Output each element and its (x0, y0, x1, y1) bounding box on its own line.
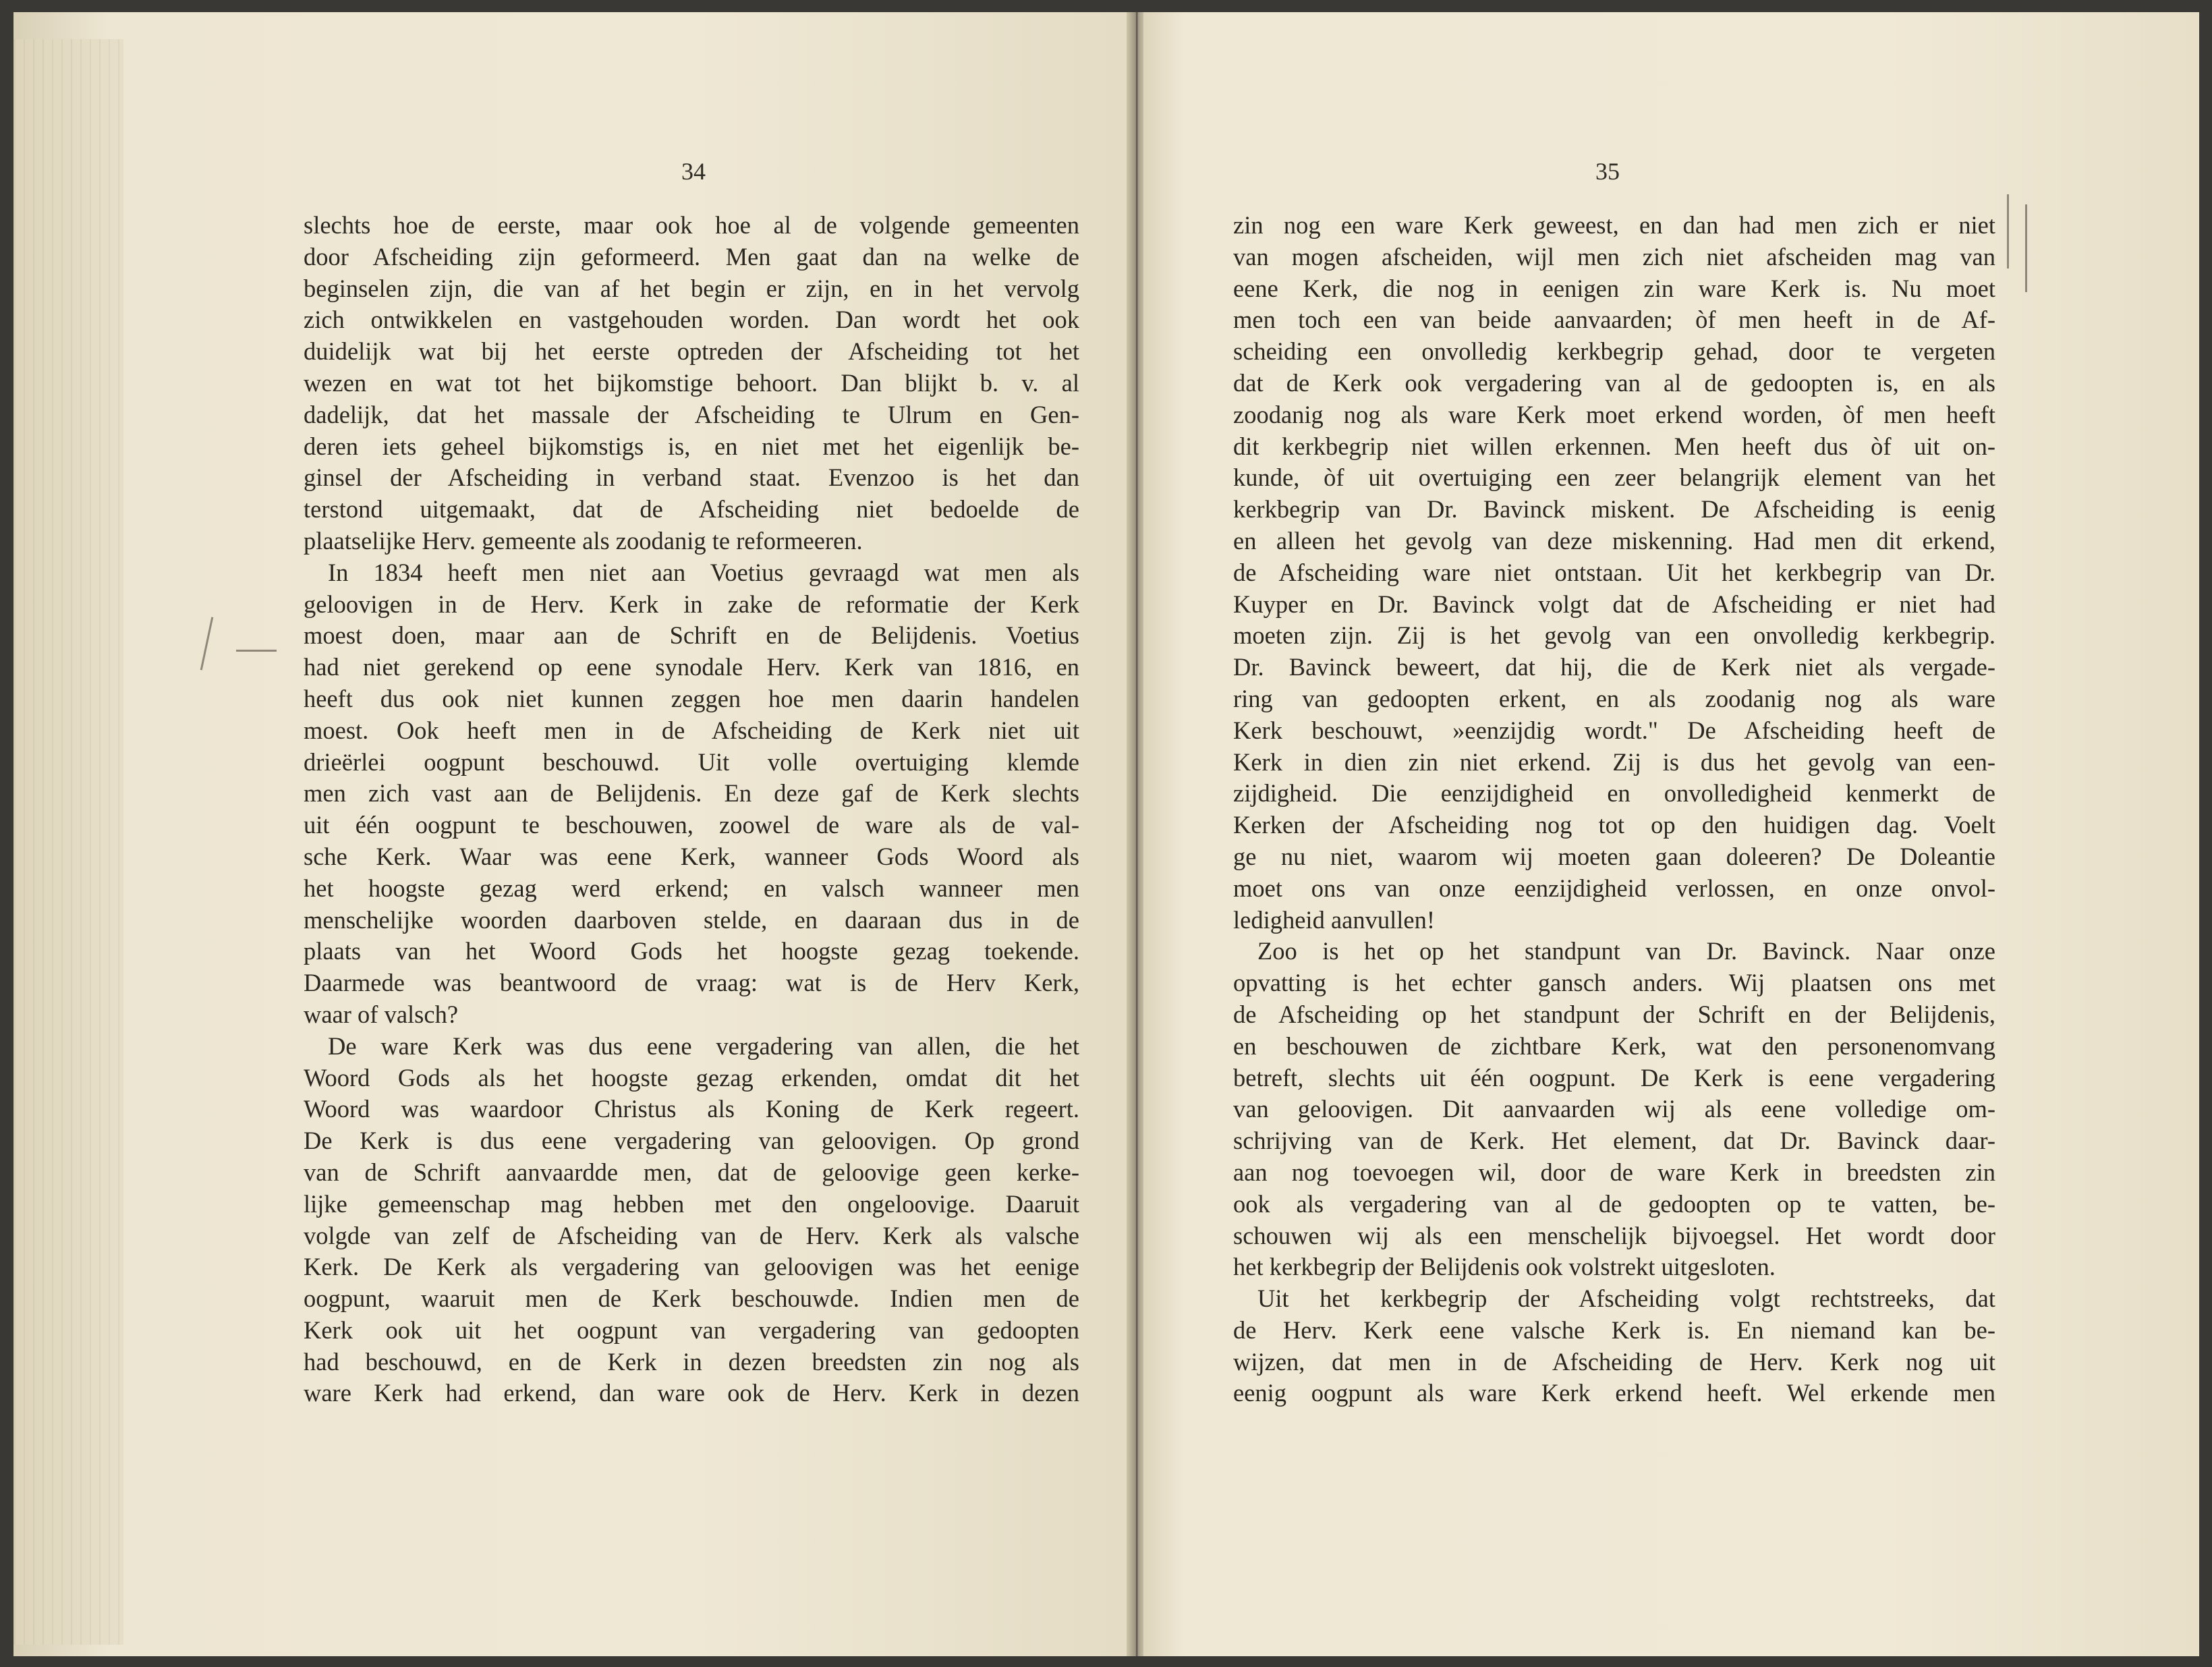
text-line: aan nog toevoegen wil, door de ware Kerk in breedsten zin (1233, 1158, 1995, 1186)
text-line: beginselen zijn, die van af het begin er zijn, en in het vervolg (304, 274, 1079, 302)
text-line: moeten zijn. Zij is het gevolg van een onvolledig kerkbegrip. (1233, 621, 1995, 650)
text-line: In 1834 heeft men niet aan Voetius gevraagd wat men als (328, 558, 1079, 586)
text-line: scheiding een onvolledig kerkbegrip gehad, door te vergeten (1233, 337, 1995, 366)
pencil-mark (200, 617, 214, 671)
text-line: duidelijk wat bij het eerste optreden der Afscheiding tot het (304, 337, 1079, 366)
text-line: ook als vergadering van al de gedoopten op te vatten, be- (1233, 1189, 1995, 1218)
page-text (304, 210, 1079, 1409)
text-line: ge nu niet, waarom wij moeten gaan doleeren? De Doleantie (1233, 842, 1995, 870)
text-line: slechts hoe de eerste, maar ook hoe al de volgende gemeenten (304, 211, 1079, 239)
right-page (1143, 12, 2199, 1656)
text-line: drieërlei oogpunt beschouwd. Uit volle overtuiging klemde (304, 747, 1079, 776)
text-line: eene Kerk, die nog in eenigen zin ware Kerk is. Nu moet (1233, 274, 1995, 302)
text-line: wijzen, dat men in de Afscheiding de Herv. Kerk nog uit (1233, 1347, 1995, 1376)
text-line: volgde van zelf de Afscheiding van de Herv. Kerk als valsche (304, 1221, 1079, 1249)
text-line: moet ons van onze eenzijdigheid verlossen, en onze onvol- (1233, 874, 1995, 902)
text-line: Kerk. De Kerk als vergadering van geloovigen was het eenige (304, 1253, 1079, 1281)
page-number: 35 (1595, 158, 1620, 185)
text-line: men zich vast aan de Belijdenis. En deze gaf de Kerk slechts (304, 779, 1079, 808)
text-line: terstond uitgemaakt, dat de Afscheiding niet bedoelde de (304, 495, 1079, 524)
left-page (13, 12, 1130, 1656)
text-line: schrijving van de Kerk. Het element, dat Dr. Bavinck daar- (1233, 1127, 1995, 1155)
text-line: men toch een van beide aanvaarden; òf men heeft in de Af- (1233, 306, 1995, 334)
pencil-mark (236, 650, 277, 652)
text-line: Kerk ook uit het oogpunt van vergadering van gedoopten (304, 1316, 1079, 1344)
text-line: Zoo is het op het standpunt van Dr. Bavinck. Naar onze (1257, 937, 1995, 965)
text-line: had beschouwd, en de Kerk in dezen breedsten zin nog als (304, 1347, 1079, 1376)
text-line: Woord was waardoor Christus als Koning de Kerk regeert. (304, 1095, 1079, 1123)
pencil-mark (2025, 204, 2027, 292)
text-line: en beschouwen de zichtbare Kerk, wat den personenomvang (1233, 1032, 1995, 1060)
pencil-mark (2007, 194, 2009, 269)
text-line: van mogen afscheiden, wijl men zich niet afscheiden mag van (1233, 242, 1995, 271)
text-line: het kerkbegrip der Belijdenis ook volstrekt uitgesloten. (1233, 1253, 1776, 1281)
text-line: zijdigheid. Die eenzijdigheid en onvolledigheid kenmerkt de (1233, 779, 1995, 808)
text-line: ware Kerk had erkend, dan ware ook de Herv. Kerk in dezen (304, 1379, 1079, 1407)
text-line: geloovigen in de Herv. Kerk in zake de reformatie der Kerk (304, 590, 1079, 618)
text-line: dit kerkbegrip niet willen erkennen. Men heeft dus òf uit on- (1233, 432, 1995, 460)
text-line: plaats van het Woord Gods het hoogste gezag toekende. (304, 937, 1079, 965)
text-line: dadelijk, dat het massale der Afscheiding te Ulrum en Gen- (304, 400, 1079, 428)
text-line: lijke gemeenschap mag hebben met den ongeloovige. Daaruit (304, 1189, 1079, 1218)
text-line: Dr. Bavinck beweert, dat hij, die de Kerk niet als vergade- (1233, 653, 1995, 681)
text-line: menschelijke woorden daarboven stelde, en daaraan dus in de (304, 905, 1079, 934)
page-edges (13, 39, 123, 1645)
text-line: Kerken der Afscheiding nog tot op den huidigen dag. Voelt (1233, 811, 1995, 839)
text-line: heeft dus ook niet kunnen zeggen hoe men daarin handelen (304, 684, 1079, 712)
text-line: Woord Gods als het hoogste gezag erkenden, omdat dit het (304, 1063, 1079, 1092)
text-line: kunde, òf uit overtuiging een zeer belangrijk element van het (1233, 463, 1995, 492)
text-line: Kerk in dien zin niet erkend. Zij is dus het gevolg van een- (1233, 747, 1995, 776)
page-number: 34 (681, 158, 706, 185)
text-line: plaatselijke Herv. gemeente als zoodanig te reformeeren. (304, 526, 863, 555)
text-line: door Afscheiding zijn geformeerd. Men gaat dan na welke de (304, 242, 1079, 271)
text-line: zin nog een ware Kerk geweest, en dan had men zich er niet (1233, 211, 1995, 239)
text-line: de Afscheiding ware niet ontstaan. Uit het kerkbegrip van Dr. (1233, 558, 1995, 586)
text-line: en alleen het gevolg van deze miskenning. Had men dit erkend, (1233, 526, 1995, 555)
text-line: oogpunt, waaruit men de Kerk beschouwde. Indien men de (304, 1284, 1079, 1313)
text-line: Daarmede was beantwoord de vraag: wat is de Herv Kerk, (304, 969, 1079, 997)
text-line: De Kerk is dus eene vergadering van geloovigen. Op grond (304, 1127, 1079, 1155)
text-line: ring van gedoopten erkent, en als zoodanig nog als ware (1233, 684, 1995, 712)
text-line: uit één oogpunt te beschouwen, zoowel de ware als de val- (304, 811, 1079, 839)
text-line: van de Schrift aanvaardde men, dat de geloovige geen kerke- (304, 1158, 1079, 1186)
text-line: moest doen, maar aan de Schrift en de Belijdenis. Voetius (304, 621, 1079, 650)
text-line: had niet gerekend op eene synodale Herv. Kerk van 1816, en (304, 653, 1079, 681)
text-line: opvatting is het echter gansch anders. Wij plaatsen ons met (1233, 969, 1995, 997)
text-line: moest. Ook heeft men in de Afscheiding de Kerk niet uit (304, 716, 1079, 744)
text-line: Uit het kerkbegrip der Afscheiding volgt rechtstreeks, dat (1257, 1284, 1995, 1313)
text-line: van geloovigen. Dit aanvaarden wij als eene volledige om- (1233, 1095, 1995, 1123)
text-line: De ware Kerk was dus eene vergadering van allen, die het (328, 1032, 1079, 1060)
text-line: de Herv. Kerk eene valsche Kerk is. En niemand kan be- (1233, 1316, 1995, 1344)
text-line: kerkbegrip van Dr. Bavinck miskent. De Afscheiding is eenig (1233, 495, 1995, 524)
text-line: betreft, slechts uit één oogpunt. De Kerk is eene vergadering (1233, 1063, 1995, 1092)
text-line: sche Kerk. Waar was eene Kerk, wanneer Gods Woord als (304, 842, 1079, 870)
text-line: de Afscheiding op het standpunt der Schrift en der Belijdenis, (1233, 1000, 1995, 1028)
text-line: ledigheid aanvullen! (1233, 905, 1435, 934)
text-line: schouwen wij als een menschelijk bijvoegsel. Het wordt door (1233, 1221, 1995, 1249)
text-line: ginsel der Afscheiding in verband staat. Evenzoo is het dan (304, 463, 1079, 492)
text-line: het hoogste gezag werd erkend; en valsch wanneer men (304, 874, 1079, 902)
text-line: wezen en wat tot het bijkomstige behoort. Dan blijkt b. v. al (304, 368, 1079, 397)
text-line: deren iets geheel bijkomstigs is, en niet met het eigenlijk be- (304, 432, 1079, 460)
text-line: eenig oogpunt als ware Kerk erkend heeft. Wel erkende men (1233, 1379, 1995, 1407)
text-line: waar of valsch? (304, 1000, 459, 1028)
page-text (1233, 210, 1995, 1409)
open-book (13, 12, 2199, 1656)
text-line: dat de Kerk ook vergadering van al de gedoopten is, en als (1233, 368, 1995, 397)
text-line: zoodanig nog als ware Kerk moet erkend worden, òf men heeft (1233, 400, 1995, 428)
text-line: Kerk beschouwt, »eenzijdig wordt." De Afscheiding heeft de (1233, 716, 1995, 744)
text-line: Kuyper en Dr. Bavinck volgt dat de Afscheiding er niet had (1233, 590, 1995, 618)
text-line: zich ontwikkelen en vastgehouden worden. Dan wordt het ook (304, 306, 1079, 334)
